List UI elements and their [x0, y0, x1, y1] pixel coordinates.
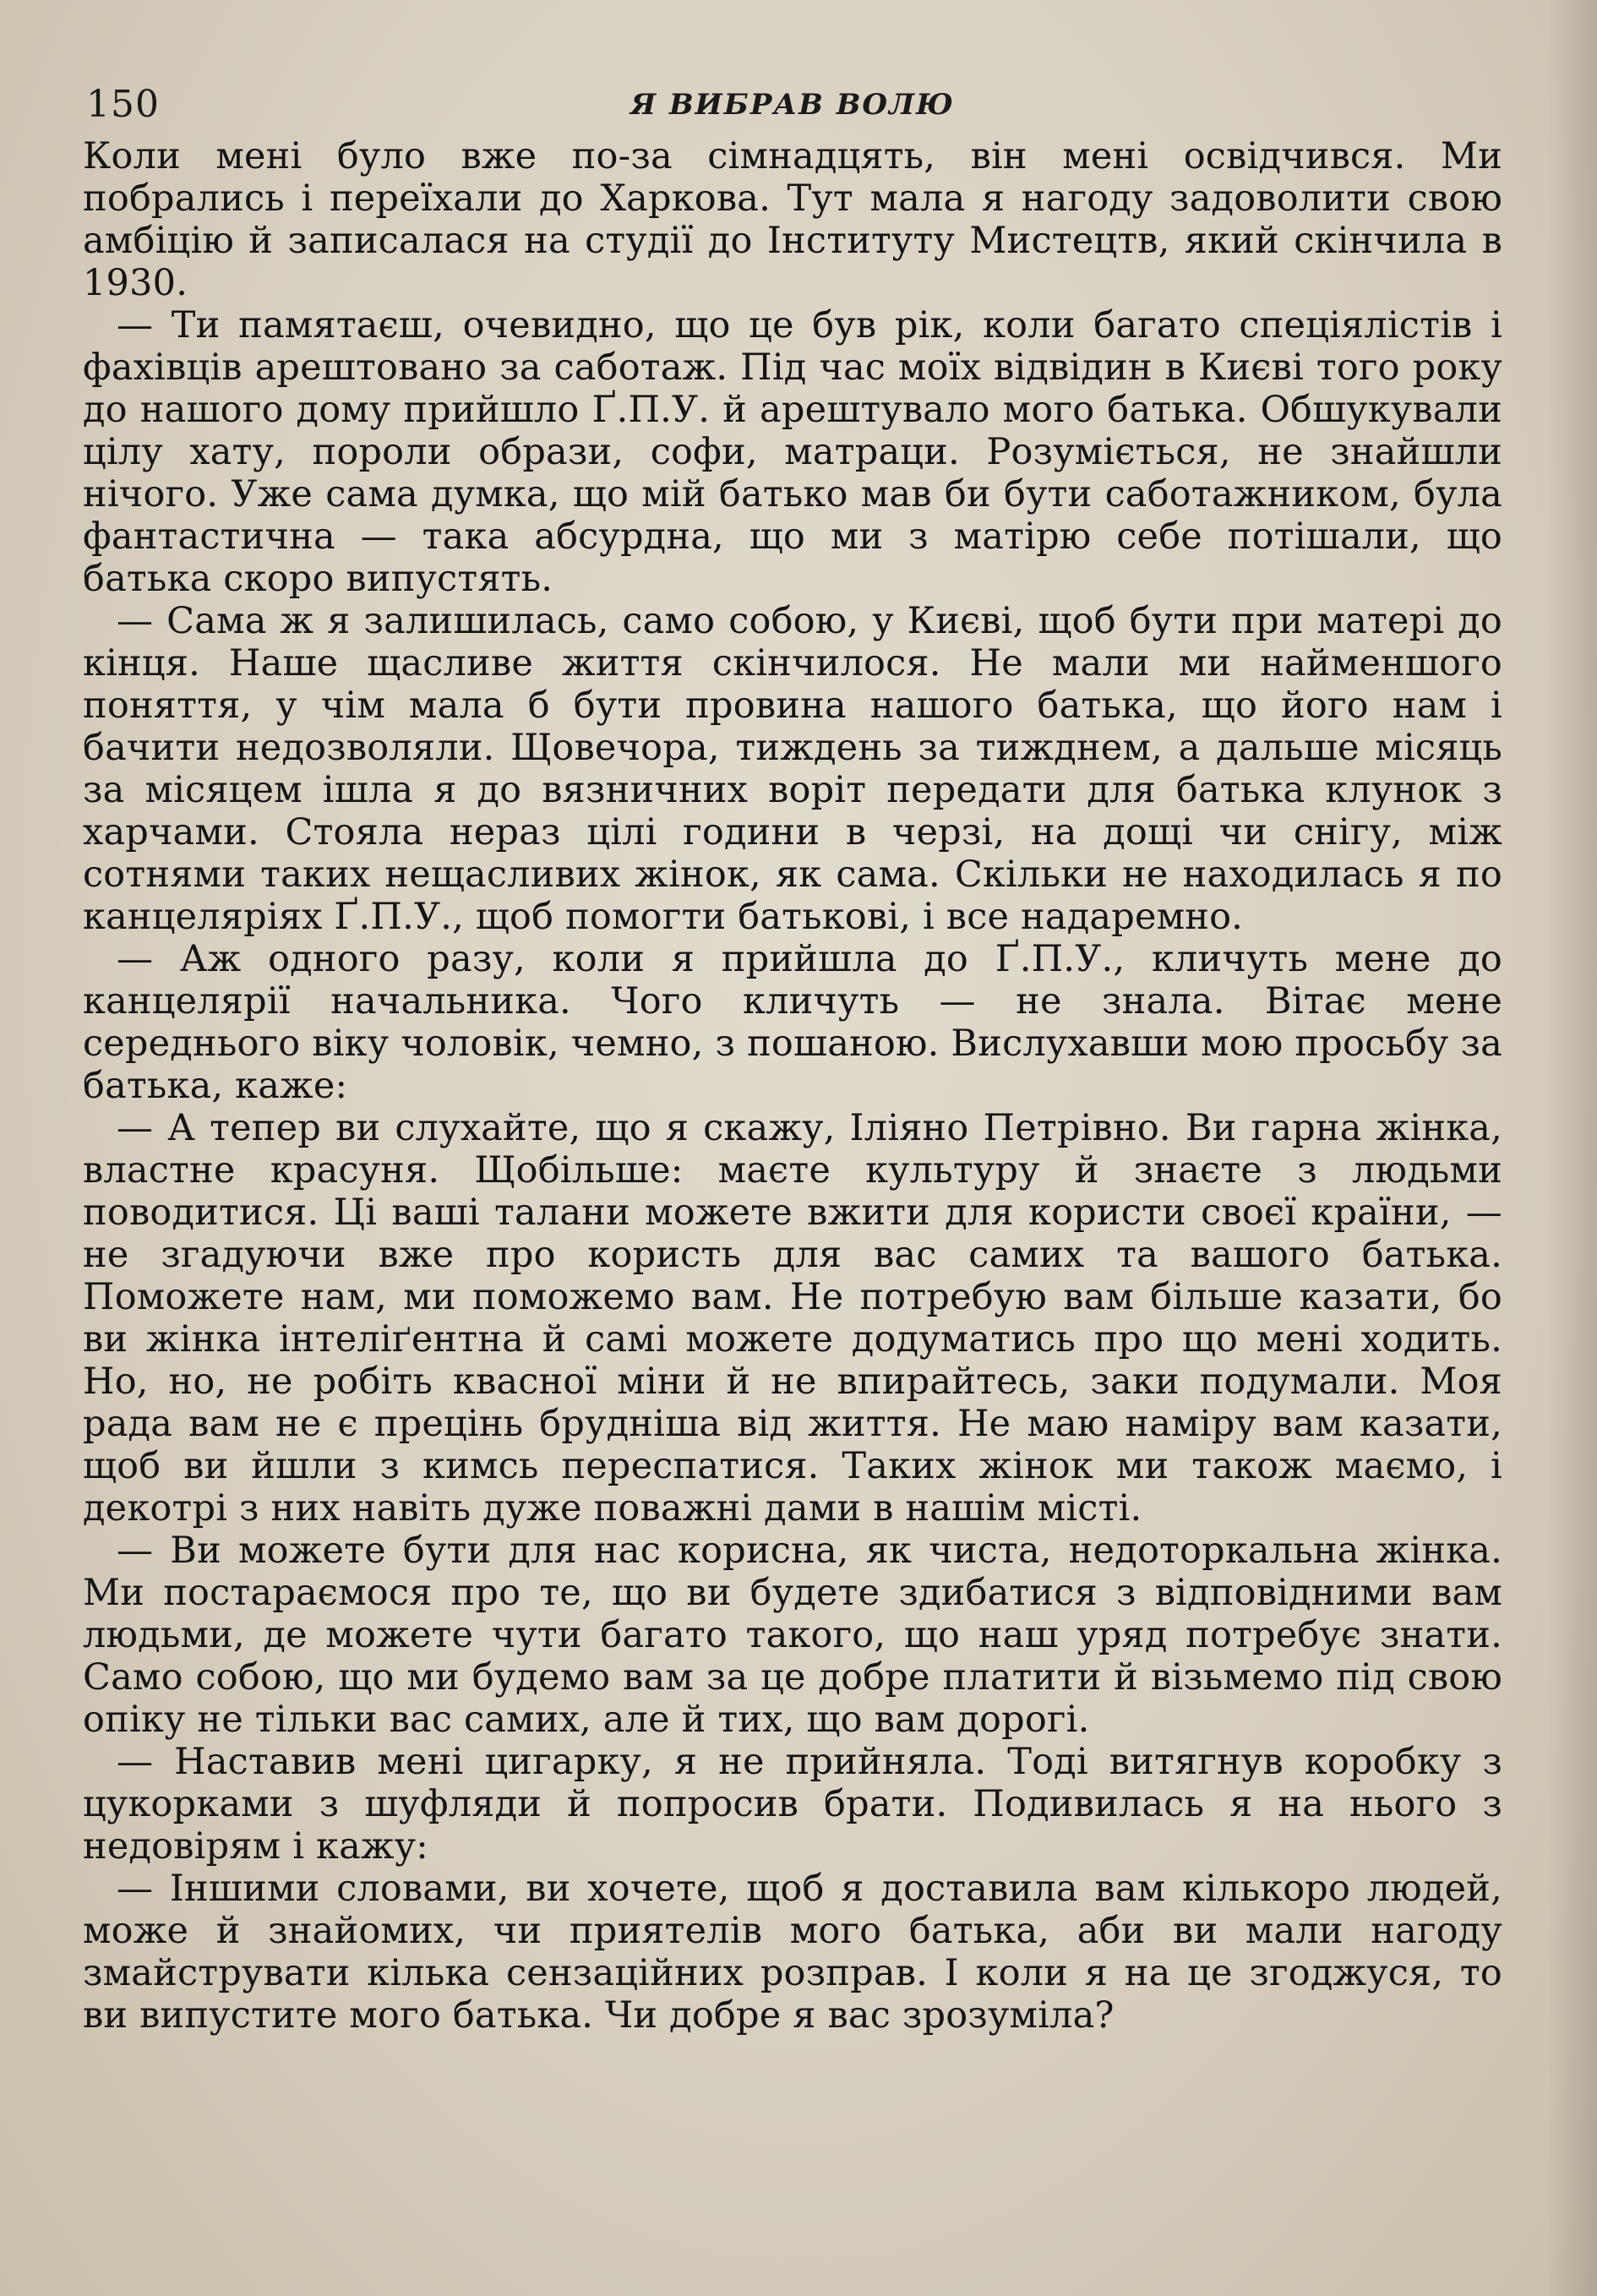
paragraph: — Сама ж я залишилась, само собою, у Києві, щоб бути при матері до кінця. Наше щасливе життя скінчилося. Не мали ми найменшого поняття, у чім мала б бути провина нашого батька, що його нам і бачити недозволяли. Щовечора, тиждень за тижднем, а дальше місяць за місяцем ішла я до вязничних воріт передати для батька клунок з харчами. Стояла нераз цілі години в черзі, на дощі чи снігу, між сотнями таких нещасливих жінок, як сама. Скільки не находилась я по канцеляріях Ґ.П.У., щоб помогти батькові, і все надаремно. [83, 600, 1502, 938]
page-number: 150 [86, 83, 160, 126]
paragraph: — Наставив мені цигарку, я не прийняла. Тоді витягнув коробку з цукорками з шуфляди й попросив брати. Подивилась я на нього з недовірям і кажу: [83, 1741, 1502, 1868]
paragraph: — Ви можете бути для нас корисна, як чиста, недоторкальна жінка. Ми постараємося про те, що ви будете здибатися з відповідними вам людьми, де можете чути багато такого, що наш уряд потребує знати. Само собою, що ми будемо вам за це добре платити й візьмемо під свою опіку не тільки вас самих, але й тих, що вам дорогі. [83, 1530, 1502, 1741]
body-text [83, 135, 1502, 2037]
paragraph: Коли мені було вже по-за сімнадцять, він мені освідчився. Ми побрались і переїхали до Харкова. Тут мала я нагоду задоволити свою амбіцію й записалася на студії до Інституту Мистецтв, який скінчила в 1930. [83, 135, 1502, 304]
page-edge-shadow [1546, 0, 1597, 2296]
paragraph: — Аж одного разу, коли я прийшла до Ґ.П.У., кличуть мене до канцелярії начальника. Чого кличуть — не знала. Вітає мене середнього віку чоловік, чемно, з пошаною. Вислухавши мою просьбу за батька, каже: [83, 938, 1502, 1107]
running-title: Я ВИБРАВ ВОЛЮ [630, 88, 955, 122]
page-header [83, 76, 1502, 135]
paragraph: — А тепер ви слухайте, що я скажу, Іліяно Петрівно. Ви гарна жінка, властне красуня. Щобільше: маєте культуру й знаєте з людьми поводитися. Ці ваші талани можете вжити для користи своєї країни, — не згадуючи вже про користь для вас самих та вашого батька. Поможете нам, ми поможемо вам. Не потребую вам більше казати, бо ви жінка інтеліґентна й самі можете додуматись про що мені ходить. Но, но, не робіть квасної міни й не впирайтесь, заки подумали. Моя рада вам не є прецінь брудніша від життя. Не маю наміру вам казати, щоб ви йшли з кимсь переспатися. Таких жінок ми також маємо, і декотрі з них навіть дуже поважні дами в нашім місті. [83, 1107, 1502, 1530]
page-content [83, 76, 1502, 2037]
paragraph: — Іншими словами, ви хочете, щоб я доставила вам кількоро людей, може й знайомих, чи приятелів мого батька, аби ви мали нагоду змайструвати кілька сензаційних розправ. І коли я на це згоджуся, то ви випустите мого батька. Чи добре я вас зрозуміла? [83, 1868, 1502, 2037]
paragraph: — Ти памятаєш, очевидно, що це був рік, коли багато спеціялістів і фахівців арештовано за саботаж. Під час моїх відвідин в Києві того року до нашого дому прийшло Ґ.П.У. й арештувало мого батька. Обшукували цілу хату, пороли образи, софи, матраци. Розуміється, не знайшли нічого. Уже сама думка, що мій батько мав би бути саботажником, була фантастична — така абсурдна, що ми з матірю себе потішали, що батька скоро випустять. [83, 304, 1502, 600]
